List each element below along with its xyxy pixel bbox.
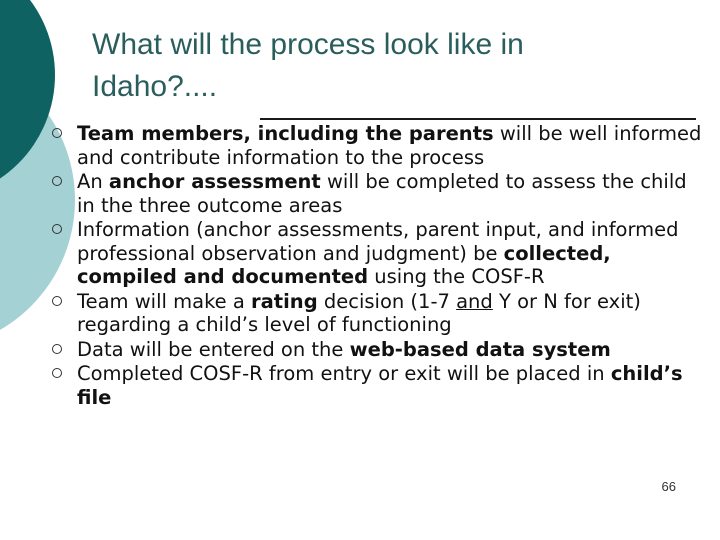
bullet-circle-icon: [52, 296, 62, 306]
bullet-text: will be completed to assess the child in the three outcome areas: [77, 170, 687, 217]
bullet-text: using the COSF-R: [368, 265, 545, 288]
title-divider: [260, 118, 696, 120]
bullet-list: [50, 122, 710, 410]
bullet-circle-icon: [52, 224, 62, 234]
bullet-item: [50, 338, 710, 362]
page-number: 66: [661, 479, 676, 494]
bullet-bold-text: anchor assessment: [108, 170, 321, 193]
bullet-bold-text: child’s file: [77, 362, 683, 409]
bullet-text: Completed COSF-R from entry or exit will be placed in: [77, 362, 611, 385]
title-line-1: What will the process look like in: [92, 28, 524, 61]
title-line-2: Idaho?....: [92, 70, 218, 103]
bullet-text: Information (anchor assessments, parent input, and informed professional observation and judgment) be: [77, 218, 679, 265]
bullet-circle-icon: [52, 368, 62, 378]
bullet-circle-icon: [52, 176, 62, 186]
bullet-circle-icon: [52, 128, 62, 138]
slide-title: [92, 24, 652, 108]
bullet-bold-text: collected, compiled and documented: [77, 241, 611, 288]
bullet-underlined-text: and: [456, 289, 493, 313]
bullet-circle-icon: [52, 344, 62, 354]
bullet-text: Y or N for exit) regarding a child’s level of functioning: [77, 289, 641, 336]
bullet-item: [50, 218, 710, 289]
bullet-text: Team will make a: [77, 289, 252, 313]
bullet-bold-text: Team members, including the parents: [77, 122, 494, 145]
bullet-text: will be well informed and contribute information to the process: [77, 122, 702, 169]
bullet-item: [50, 122, 710, 169]
bullet-text: An: [77, 170, 109, 193]
bullet-text: decision (1-7: [317, 289, 457, 313]
bullet-bold-text: web-based data system: [349, 337, 611, 361]
bullet-text: Data will be entered on the: [77, 337, 350, 361]
bullet-item: [50, 290, 710, 337]
bullet-item: [50, 362, 710, 409]
bullet-bold-text: rating: [251, 289, 318, 313]
bullet-item: [50, 170, 710, 217]
